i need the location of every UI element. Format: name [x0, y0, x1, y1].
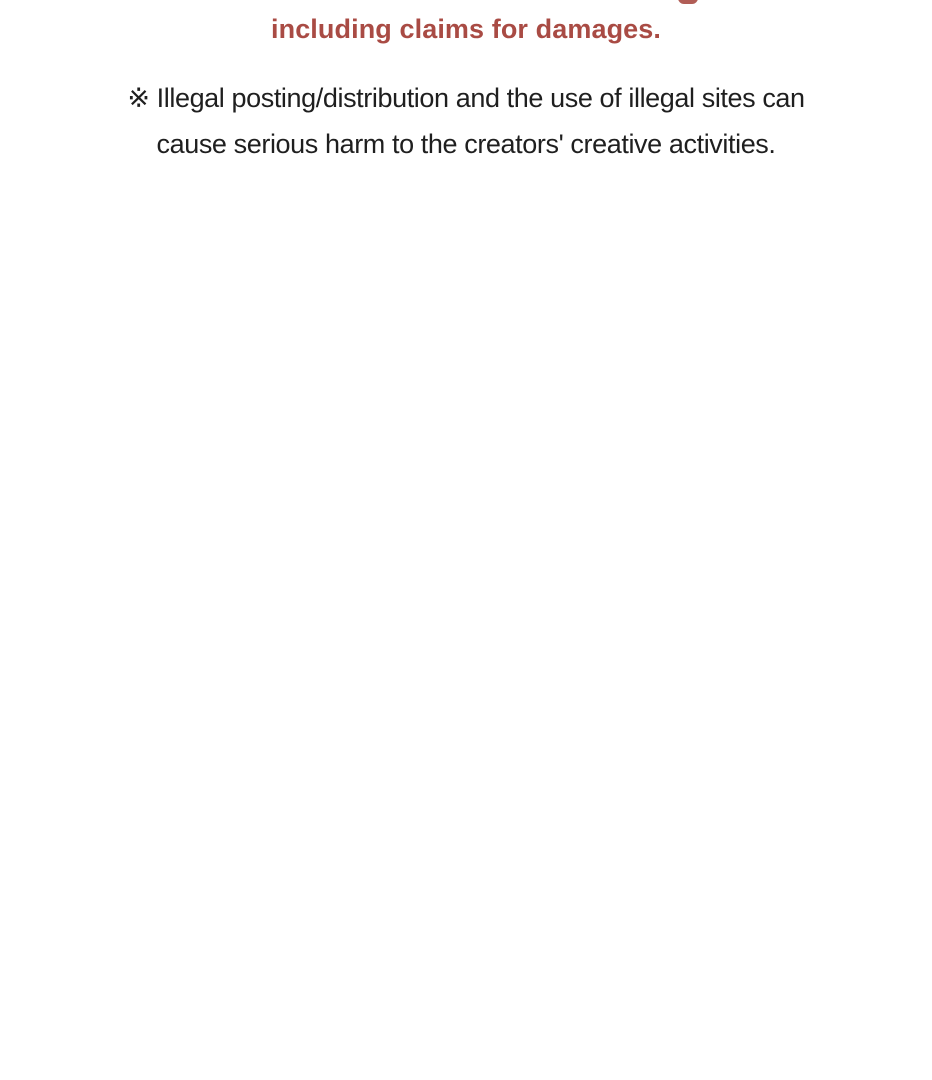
warning-text: including claims for damages. [271, 14, 661, 44]
note-paragraph [0, 75, 932, 167]
note-line-1: ※ Illegal posting/distribution and the use of illegal sites can [127, 83, 805, 113]
note-line-2: cause serious harm to the creators' creative activities. [156, 129, 776, 159]
